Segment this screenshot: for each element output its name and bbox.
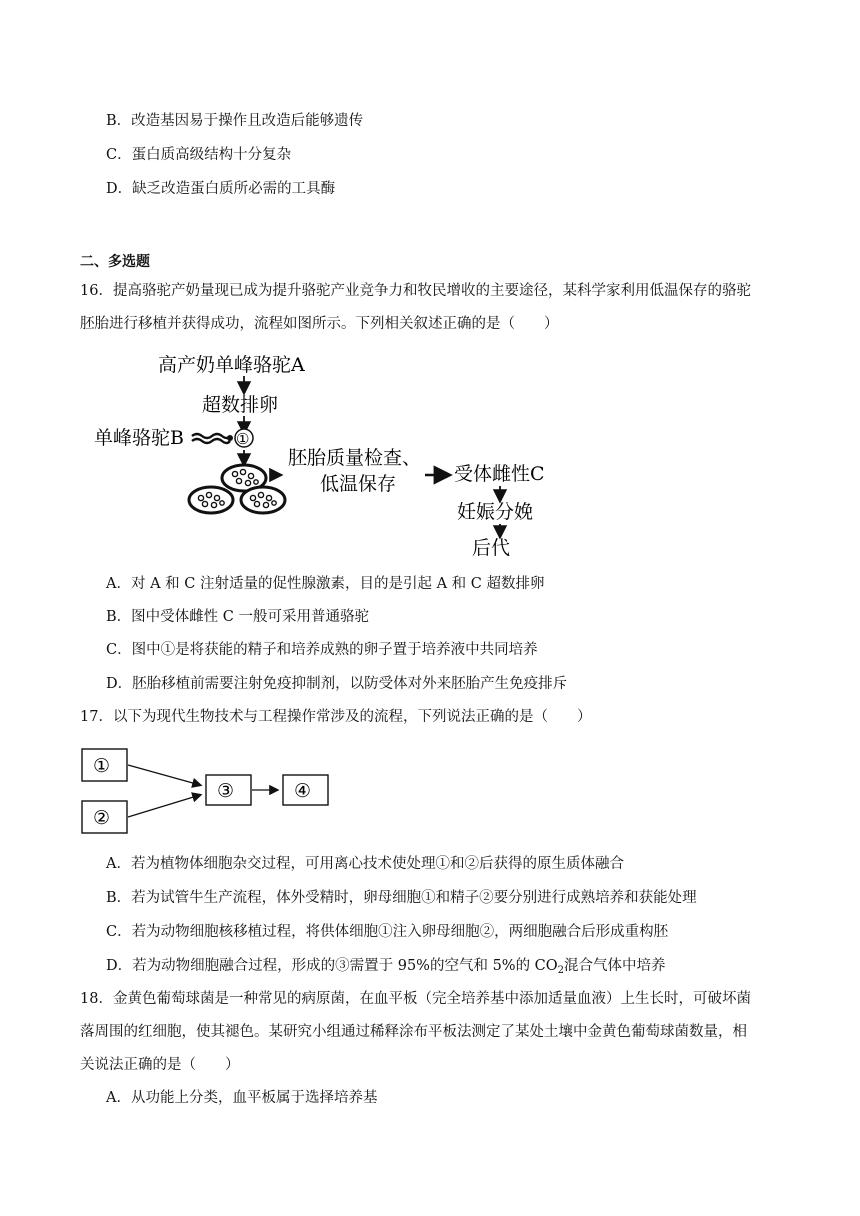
- q16-flow-diagram: [80, 340, 580, 565]
- q16-option-d: D．胚胎移植前需要注射免疫抑制剂，以防受体对外来胚胎产生免疫排斥: [106, 676, 568, 692]
- camel-a-label: 高产奶单峰骆驼A: [158, 354, 305, 376]
- q17-option-d-text: D．若为动物细胞融合过程，形成的③需置于 95%的空气和 5%的 CO: [106, 958, 558, 974]
- q17-option-b: B．若为试管牛生产流程，体外受精时，卵母细胞①和精子②要分别进行成熟培养和获能处理: [106, 890, 697, 906]
- q16-stem-line1: 16．提高骆驼产奶量现已成为提升骆驼产业竞争力和牧民增收的主要途径，某科学家利用低温保存的骆驼: [80, 283, 751, 299]
- recipient-label: 受体雌性C: [454, 463, 545, 485]
- box-1-label: ①: [93, 755, 111, 777]
- co2-subscript: 2: [557, 965, 565, 976]
- q16-option-c: C．图中①是将获能的精子和培养成熟的卵子置于培养液中共同培养: [106, 642, 538, 658]
- arrow-2-to-3: [128, 795, 200, 817]
- q17-flow-diagram: [80, 745, 340, 837]
- offspring-label: 后代: [472, 537, 511, 559]
- q17-stem: 17．以下为现代生物技术与工程操作常涉及的流程，下列说法正确的是（ ）: [80, 709, 592, 725]
- quality-check-label: 胚胎质量检查、: [288, 447, 422, 469]
- q18-option-a: A．从功能上分类，血平板属于选择培养基: [106, 1090, 378, 1106]
- q16-option-b: B．图中受体雌性 C 一般可采用普通骆驼: [106, 609, 369, 625]
- q17-option-a: A．若为植物体细胞杂交过程，可用离心技术使处理①和②后获得的原生质体融合: [106, 856, 624, 872]
- q15-option-d: D．缺乏改造蛋白质所必需的工具酶: [106, 181, 336, 197]
- cryopreserve-label: 低温保存: [320, 473, 397, 495]
- box-4-label: ④: [294, 780, 312, 802]
- q15-option-b: B．改造基因易于操作且改造后能够遗传: [106, 113, 364, 129]
- box-3-label: ③: [217, 780, 235, 802]
- q17-option-d: [106, 956, 806, 976]
- q16-option-a: A．对 A 和 C 注射适量的促性腺激素，目的是引起 A 和 C 超数排卵: [106, 576, 545, 592]
- q17-option-c: C．若为动物细胞核移植过程，将供体细胞①注入卵母细胞②，两细胞融合后形成重构胚: [106, 924, 669, 940]
- step-number: ①: [236, 430, 250, 448]
- q15-option-c: C．蛋白质高级结构十分复杂: [106, 147, 292, 163]
- embryo-icon: [189, 487, 233, 513]
- sperm-head-icon: [227, 435, 233, 441]
- superovulation-label: 超数排卵: [202, 394, 279, 416]
- sperm-icon: [192, 434, 230, 443]
- arrow-1-to-3: [128, 765, 200, 785]
- section-title: 二、多选题: [80, 254, 150, 270]
- camel-b-label: 单峰骆驼B: [94, 427, 184, 449]
- box-2-label: ②: [93, 807, 111, 829]
- q17-option-d-tail: 混合气体中培养: [564, 958, 666, 974]
- embryo-icon: [241, 487, 285, 513]
- q16-stem-line2: 胚胎进行移植并获得成功，流程如图所示。下列相关叙述正确的是（ ）: [80, 316, 559, 332]
- q18-stem-line1: 18．金黄色葡萄球菌是一种常见的病原菌，在血平板（完全培养基中添加适量血液）上生长时，可破坏菌: [80, 991, 751, 1007]
- q18-stem-line3: 关说法正确的是（ ）: [80, 1057, 240, 1073]
- q18-stem-line2: 落周围的红细胞，使其褪色。某研究小组通过稀释涂布平板法测定了某处土壤中金黄色葡萄球菌数量，相: [80, 1024, 747, 1040]
- pregnancy-label: 妊娠分娩: [457, 501, 534, 523]
